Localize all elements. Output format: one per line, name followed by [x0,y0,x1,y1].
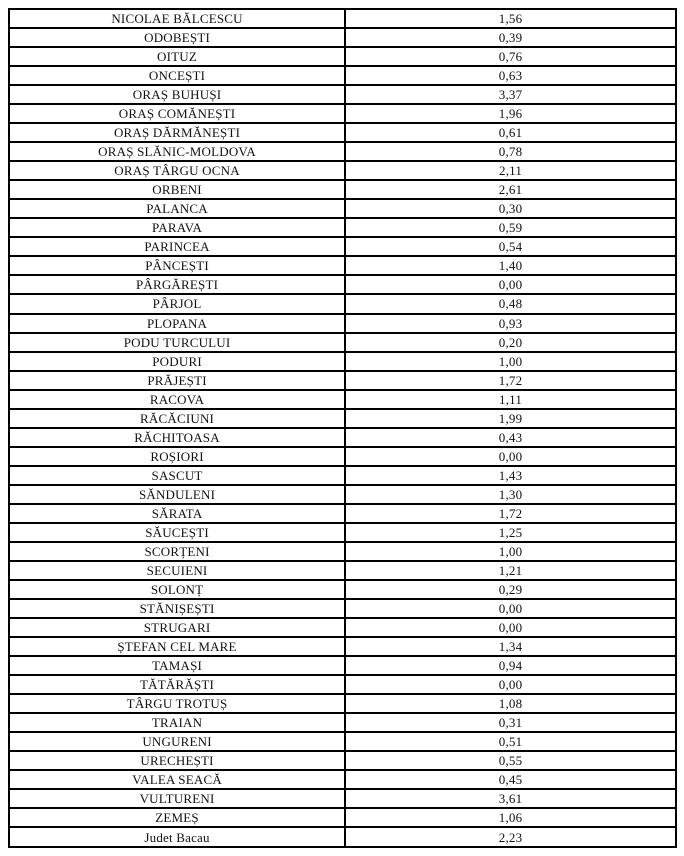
value-cell: 0,76 [345,47,676,66]
table-row [9,123,676,142]
value-cell: 0,55 [345,751,676,770]
table-row [9,580,676,599]
value-cell: 0,51 [345,732,676,751]
locality-cell: RĂCHITOASA [9,428,345,447]
locality-cell: SĂNDULENI [9,485,345,504]
table-row [9,237,676,256]
table-row [9,142,676,161]
locality-cell: ORAȘ DĂRMĂNEȘTI [9,123,345,142]
value-cell: 1,43 [345,466,676,485]
value-cell: 0,63 [345,66,676,85]
locality-cell: VULTURENI [9,789,345,808]
value-cell: 1,72 [345,504,676,523]
table-row [9,599,676,618]
value-cell: 1,00 [345,352,676,371]
value-cell: 1,72 [345,371,676,390]
table-row [9,199,676,218]
locality-cell: PÂNCEȘTI [9,256,345,275]
value-cell: 1,96 [345,104,676,123]
locality-cell: PODURI [9,352,345,371]
value-cell: 0,00 [345,618,676,637]
table-row [9,751,676,770]
locality-values-table [8,8,677,848]
locality-cell: Judet Bacau [9,827,345,847]
locality-cell: PRĂJEȘTI [9,371,345,390]
table-row [9,466,676,485]
locality-cell: PÂRJOL [9,294,345,313]
locality-cell: SCORȚENI [9,542,345,561]
value-cell: 1,11 [345,390,676,409]
table-row [9,561,676,580]
value-cell: 0,94 [345,656,676,675]
locality-cell: VALEA SEACĂ [9,770,345,789]
value-cell: 1,99 [345,409,676,428]
value-cell: 1,21 [345,561,676,580]
table-row [9,218,676,237]
table-row [9,390,676,409]
locality-cell: UNGURENI [9,732,345,751]
table-row [9,542,676,561]
locality-cell: RĂCĂCIUNI [9,409,345,428]
locality-cell: ORAȘ SLĂNIC-MOLDOVA [9,142,345,161]
locality-cell: URECHEȘTI [9,751,345,770]
table-row [9,275,676,294]
locality-cell: ORBENI [9,180,345,199]
table-body [9,9,676,847]
value-cell: 1,34 [345,637,676,656]
value-cell: 0,00 [345,599,676,618]
locality-cell: SĂUCEȘTI [9,523,345,542]
locality-cell: SECUIENI [9,561,345,580]
value-cell: 0,31 [345,713,676,732]
table-row [9,104,676,123]
value-cell: 0,61 [345,123,676,142]
table-row [9,9,676,28]
table-row [9,161,676,180]
value-cell: 0,20 [345,333,676,352]
value-cell: 2,61 [345,180,676,199]
value-cell: 0,78 [345,142,676,161]
table-row [9,485,676,504]
table-row [9,656,676,675]
value-cell: 0,39 [345,28,676,47]
value-cell: 0,30 [345,199,676,218]
table-row [9,732,676,751]
table-row [9,28,676,47]
table-row [9,352,676,371]
locality-cell: PARINCEA [9,237,345,256]
value-cell: 0,59 [345,218,676,237]
table-row [9,618,676,637]
table-row [9,447,676,466]
locality-cell: PALANCA [9,199,345,218]
value-cell: 0,54 [345,237,676,256]
locality-cell: SOLONȚ [9,580,345,599]
table-row [9,523,676,542]
table-row [9,66,676,85]
locality-cell: ORAȘ COMĂNEȘTI [9,104,345,123]
value-cell: 0,45 [345,770,676,789]
locality-cell: ODOBEȘTI [9,28,345,47]
table-row [9,85,676,104]
table-row [9,333,676,352]
locality-cell: STRUGARI [9,618,345,637]
value-cell: 1,25 [345,523,676,542]
table-row [9,713,676,732]
locality-cell: TÂRGU TROTUȘ [9,694,345,713]
value-cell: 0,00 [345,275,676,294]
table-row [9,47,676,66]
value-cell: 0,48 [345,294,676,313]
value-cell: 0,00 [345,675,676,694]
locality-cell: SASCUT [9,466,345,485]
locality-cell: TAMAȘI [9,656,345,675]
locality-cell: PARAVA [9,218,345,237]
table-row [9,694,676,713]
value-cell: 1,40 [345,256,676,275]
table-row [9,770,676,789]
locality-cell: ONCEȘTI [9,66,345,85]
locality-cell: PODU TURCULUI [9,333,345,352]
value-cell: 2,11 [345,161,676,180]
locality-cell: ZEMEȘ [9,808,345,827]
table-row [9,180,676,199]
table-row [9,256,676,275]
table-row [9,428,676,447]
locality-cell: PLOPANA [9,314,345,333]
locality-cell: PÂRGĂREȘTI [9,275,345,294]
locality-cell: ORAȘ TÂRGU OCNA [9,161,345,180]
table-row [9,314,676,333]
locality-cell: ȘTEFAN CEL MARE [9,637,345,656]
value-cell: 1,56 [345,9,676,28]
value-cell: 0,43 [345,428,676,447]
locality-cell: RACOVA [9,390,345,409]
locality-cell: TRAIAN [9,713,345,732]
table-row [9,827,676,847]
value-cell: 0,29 [345,580,676,599]
locality-cell: OITUZ [9,47,345,66]
table-row [9,409,676,428]
table-row [9,371,676,390]
value-cell: 0,00 [345,447,676,466]
value-cell: 2,23 [345,827,676,847]
table-row [9,294,676,313]
locality-cell: TĂTĂRĂȘTI [9,675,345,694]
table-row [9,675,676,694]
value-cell: 1,00 [345,542,676,561]
value-cell: 3,37 [345,85,676,104]
table-row [9,504,676,523]
value-cell: 3,61 [345,789,676,808]
table-row [9,637,676,656]
locality-cell: ROȘIORI [9,447,345,466]
locality-cell: NICOLAE BĂLCESCU [9,9,345,28]
locality-cell: ORAȘ BUHUȘI [9,85,345,104]
locality-cell: STĂNIȘEȘTI [9,599,345,618]
value-cell: 1,30 [345,485,676,504]
value-cell: 0,93 [345,314,676,333]
table-row [9,808,676,827]
locality-cell: SĂRATA [9,504,345,523]
value-cell: 1,08 [345,694,676,713]
value-cell: 1,06 [345,808,676,827]
table-row [9,789,676,808]
